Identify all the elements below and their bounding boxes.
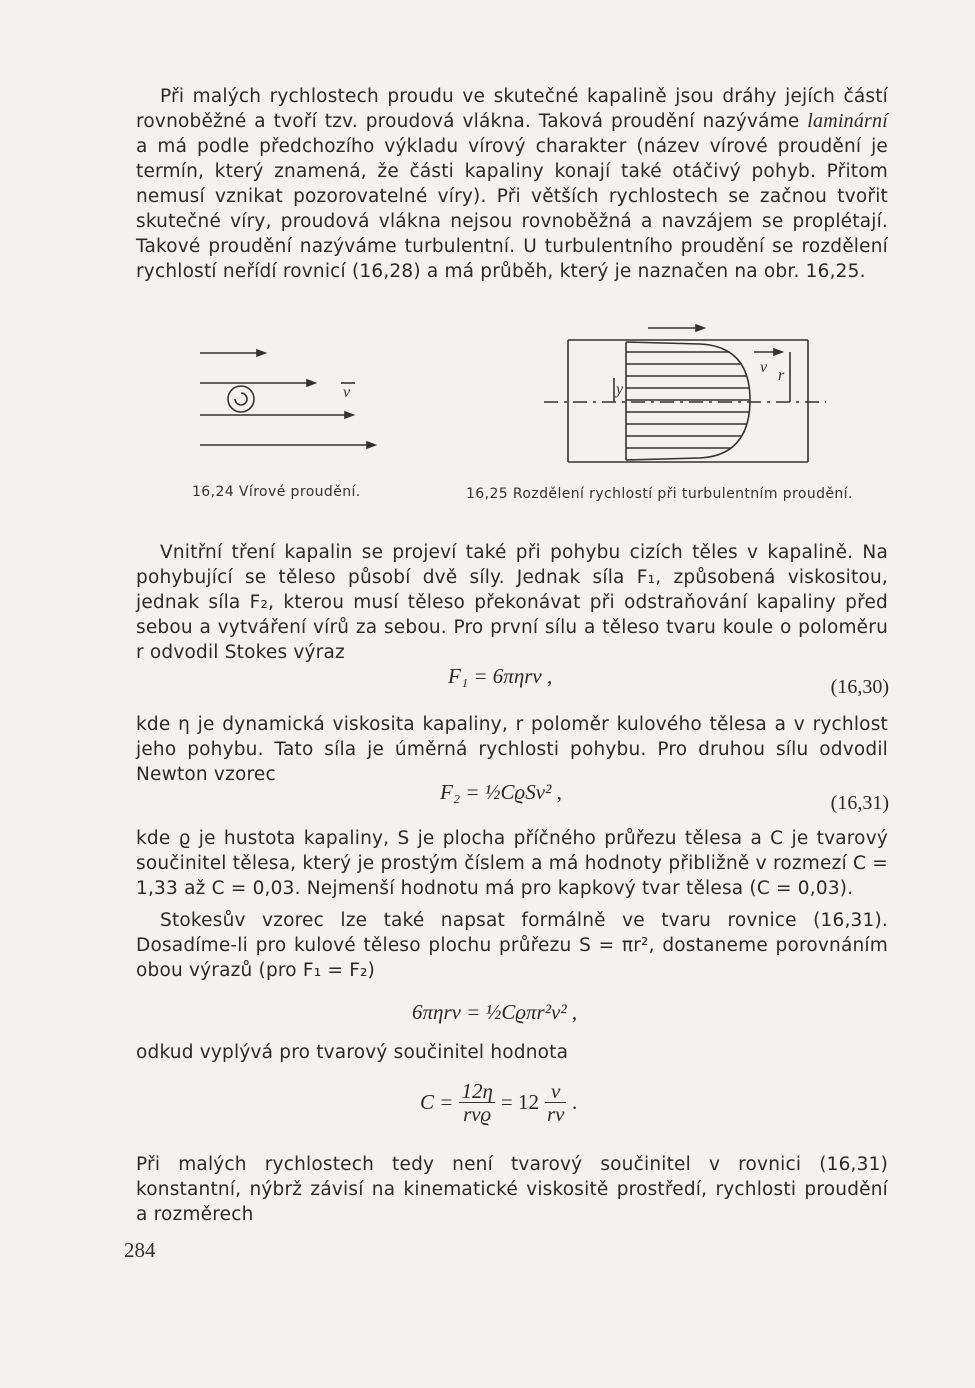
fraction	[545, 1080, 567, 1125]
paragraph-text: odkud vyplývá pro tvarový součinitel hodnota	[136, 1042, 569, 1063]
position-label: y	[616, 381, 624, 398]
equation-newton: F₂ = ½CϱSv² ,	[440, 780, 562, 804]
fraction	[459, 1080, 494, 1125]
equation-number: (16,30)	[830, 676, 889, 698]
paragraph-conclusion	[136, 1152, 888, 1227]
paragraph-stokes-formal	[136, 908, 888, 983]
figure-vortex-flow	[195, 345, 375, 455]
paragraph-text: Při malých rychlostech proudu ve skutečné kapalině jsou dráhy jejích částí rovnoběžné a tvoří tzv. proudová vlákna. Taková proudění nazýváme	[136, 86, 888, 132]
paragraph-text: kde η je dynamická viskosita kapaliny, r poloměr kulového tělesa a v rychlost jeho pohybu. Tato síla je úměrná rychlosti pohybu. Pro druhou sílu odvodil Newton vzorec	[136, 714, 888, 785]
radius-label: r	[778, 367, 785, 384]
numerator: ν	[545, 1080, 567, 1103]
denominator: rvϱ	[463, 1102, 492, 1126]
paragraph-text: Při malých rychlostech tedy není tvarový součinitel v rovnici (16,31) konstantní, nýbrž závisí na kinematické viskositě prostředí, rychlosti proudění a rozměrech	[136, 1154, 888, 1225]
paragraph-text: Stokesův vzorec lze také napsat formálně ve tvaru rovnice (16,31). Dosadíme-li pro kulové těleso plochu průřezu S = πr², dostaneme porovnáním obou výrazů (pro F₁ = F₂)	[136, 910, 888, 981]
paragraph-text: Vnitřní tření kapalin se projeví také při pohybu cizích těles v kapalině. Na pohybující se těleso působí dvě síly. Jednak síla F₁, způsobená viskositou, jednak síla F₂, kterou musí těleso překonávat při odstraňování kapaliny před sebou a vytváření vírů za sebou. Pro první sílu a těleso tvaru koule o poloměru r odvodil Stokes výraz	[136, 542, 888, 663]
paragraph-text: a má podle předchozího výkladu vírový charakter (název vírové proudění je termín, který znamená, že části kapaliny konají také otáčivý pohyb. Přitom nemusí vznikat pozorovatelné víry). Při větších rychlostech se začnou tvořit skutečné víry, proudová vlákna nejsou rovnoběžná a navzájem se proplétají. Takové proudění nazýváme turbulentní. U turbulentního proudění se rozdělení rychlostí neřídí rovnicí (16,28) a má průběh, který je naznačen na obr. 16,25.	[136, 136, 888, 282]
equation-number: (16,31)	[830, 792, 889, 814]
page-number: 284	[124, 1238, 156, 1262]
velocity-label: v	[343, 384, 351, 401]
equation-shape-coefficient	[420, 1080, 578, 1125]
numerator: 12η	[461, 1079, 493, 1103]
denominator: rv	[546, 1102, 565, 1126]
figure-caption: 16,25 Rozdělení rychlostí při turbulentním proudění.	[466, 486, 853, 502]
paragraph-text: kde ϱ je hustota kapaliny, S je plocha příčného průřezu tělesa a C je tvarový součinitel tělesa, který je prostým číslem a má hodnoty přibližně v rozmezí C = 1,33 až C = 0,03. Nejmenší hodnotu má pro kapkový tvar tělesa (C = 0,03).	[136, 828, 888, 899]
velocity-label: v	[760, 359, 768, 376]
paragraph-shape-coefficient	[136, 1040, 888, 1065]
term-laminar: laminární	[807, 110, 888, 132]
figure-caption: 16,24 Vírové proudění.	[192, 484, 361, 500]
paragraph-internal-friction	[136, 540, 888, 665]
equation-comparison: 6πηrv = ½Cϱπr²v² ,	[412, 1000, 578, 1024]
equation-end: .	[572, 1090, 578, 1114]
equation-lhs: C =	[420, 1090, 454, 1114]
paragraph-laminar-turbulent	[136, 84, 888, 284]
equation-middle: = 12	[500, 1090, 539, 1114]
paragraph-density	[136, 826, 888, 901]
figure-turbulent-velocity-profile	[540, 322, 830, 472]
equation-stokes: F₁ = 6πηrv ,	[448, 664, 553, 688]
paragraph-viscosity	[136, 712, 888, 787]
